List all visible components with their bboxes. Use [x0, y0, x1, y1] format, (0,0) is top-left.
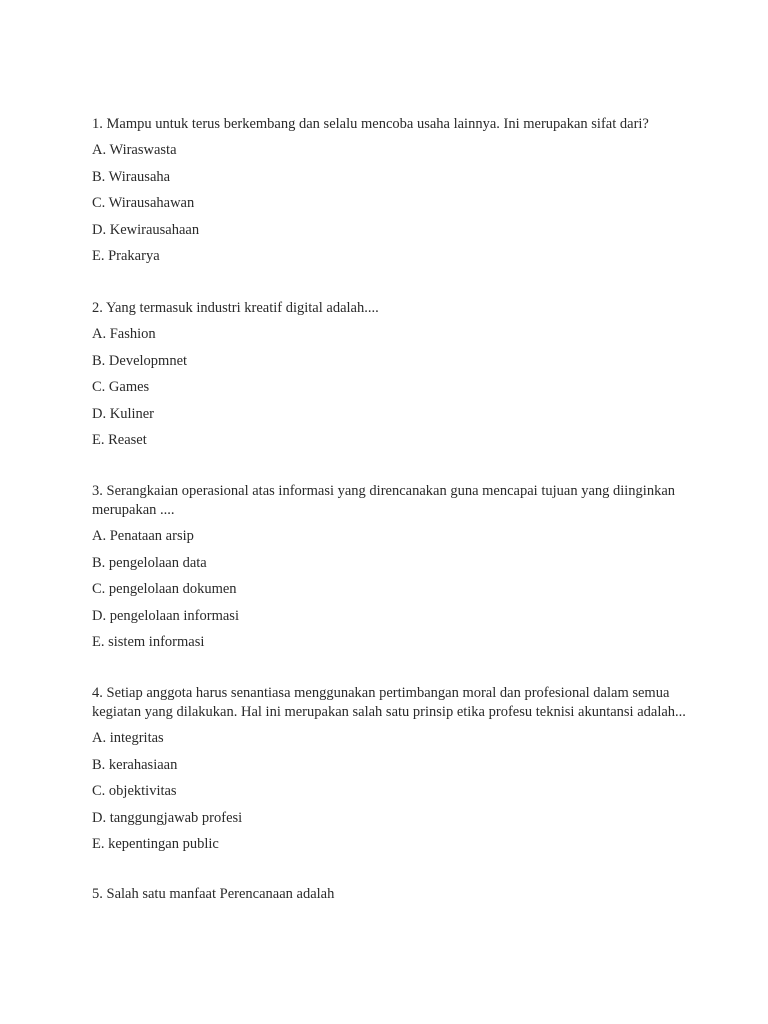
option-b: B. pengelolaan data [92, 554, 207, 571]
option-e: E. sistem informasi [92, 634, 205, 650]
option-e: E. Reaset [92, 432, 147, 448]
question-text: 3. Serangkaian operasional atas informasi yang direncanakan guna mencapai tujuan yang diinginkan merupakan .... [92, 483, 676, 518]
option-d: D. pengelolaan informasi [92, 607, 239, 624]
question-text: 4. Setiap anggota harus senantiasa menggunakan pertimbangan moral dan profesional dalam semua kegiatan yang dilakukan. Hal ini merupakan salah satu prinsip etika profesu teknisi akuntansi adalah... [92, 685, 686, 720]
option-c: C. Games [92, 379, 150, 395]
option-c: C. pengelolaan dokumen [92, 581, 237, 597]
option-d: D. Kuliner [92, 405, 155, 422]
question-text: 2. Yang termasuk industri kreatif digital adalah.... [92, 300, 379, 316]
option-e: E. Prakarya [92, 248, 160, 264]
option-d: D. tanggungjawab profesi [92, 809, 243, 826]
option-e: E. kepentingan public [92, 836, 219, 852]
question-3 [92, 482, 692, 660]
option-c: C. objektivitas [92, 783, 177, 799]
option-c: C. Wirausahawan [92, 195, 195, 211]
option-b: B. Developmnet [92, 352, 188, 369]
question-1 [92, 115, 692, 274]
question-4 [92, 684, 692, 862]
option-b: B. Wirausaha [92, 168, 171, 185]
question-text: 1. Mampu untuk terus berkembang dan selalu mencoba usaha lainnya. Ini merupakan sifat dari? [92, 116, 649, 132]
option-a: A. Wiraswasta [92, 142, 177, 158]
option-d: D. Kewirausahaan [92, 221, 200, 238]
option-a: A. Penataan arsip [92, 528, 194, 544]
question-text: 5. Salah satu manfaat Perencanaan adalah [92, 886, 335, 902]
option-b: B. kerahasiaan [92, 756, 178, 773]
option-a: A. Fashion [92, 326, 156, 342]
option-a: A. integritas [92, 730, 164, 746]
question-5 [92, 885, 692, 911]
question-2 [92, 299, 692, 458]
